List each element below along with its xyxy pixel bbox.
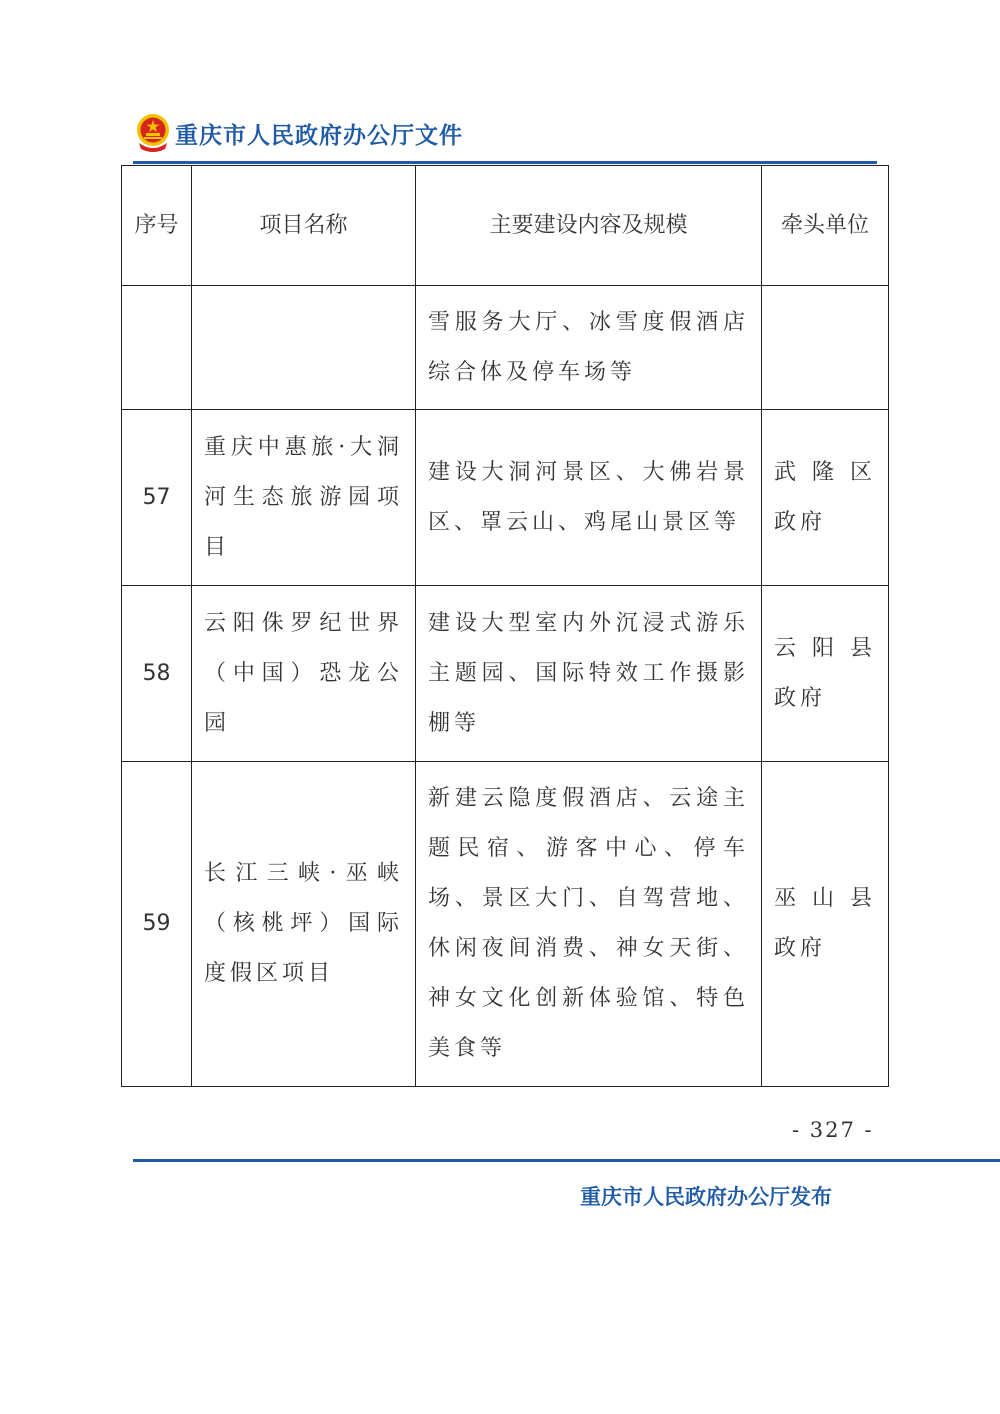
- row-no: [122, 286, 192, 410]
- row-no: 59: [122, 762, 192, 1087]
- row-no: 57: [122, 410, 192, 586]
- row-lead-line2: 政府: [774, 509, 827, 535]
- row-lead-line2: 政府: [774, 936, 827, 961]
- row-lead: [762, 286, 889, 410]
- project-table: [121, 165, 889, 1087]
- row-lead-line1: 云阳县: [774, 635, 876, 661]
- row-lead-line2: 政府: [774, 685, 827, 711]
- row-no: 58: [122, 586, 192, 762]
- column-header-name: 项目名称: [192, 166, 416, 286]
- row-name: 重庆中惠旅·大洞河生态旅游园项目: [192, 410, 416, 586]
- column-header-lead: 牵头单位: [762, 166, 889, 286]
- row-content: 新建云隐度假酒店、云途主题民宿、游客中心、停车场、景区大门、自驾营地、休闲夜间消费、神女天街、神女文化创新体验馆、特色美食等: [416, 762, 762, 1087]
- row-lead: [762, 410, 889, 586]
- table-row: [122, 762, 889, 1087]
- document-header: [135, 113, 885, 157]
- row-lead-line1: 武隆区: [774, 459, 876, 485]
- header-divider: [133, 161, 877, 164]
- row-lead-line1: 巫山县: [774, 886, 876, 911]
- column-header-no: 序号: [122, 166, 192, 286]
- column-header-content: 主要建设内容及规模: [416, 166, 762, 286]
- national-emblem-icon: [135, 113, 171, 153]
- row-name: 云阳侏罗纪世界（中国）恐龙公园: [192, 586, 416, 762]
- table-row: [122, 286, 889, 410]
- footer-publisher: 重庆市人民政府办公厅发布: [580, 1184, 832, 1209]
- row-content: 建设大洞河景区、大佛岩景区、罩云山、鸡尾山景区等: [416, 410, 762, 586]
- table-row: [122, 586, 889, 762]
- header-title: 重庆市人民政府办公厅文件: [175, 122, 463, 149]
- row-name: [192, 286, 416, 410]
- row-content: 建设大型室内外沉浸式游乐主题园、国际特效工作摄影棚等: [416, 586, 762, 762]
- footer-divider: [133, 1159, 1000, 1162]
- row-content: 雪服务大厅、冰雪度假酒店综合体及停车场等: [416, 286, 762, 410]
- row-lead: [762, 762, 889, 1087]
- table-row: [122, 410, 889, 586]
- row-name: 长江三峡·巫峡（核桃坪）国际度假区项目: [192, 762, 416, 1087]
- row-lead: [762, 586, 889, 762]
- table-header-row: [122, 166, 889, 286]
- page-number: - 327 -: [792, 1118, 874, 1142]
